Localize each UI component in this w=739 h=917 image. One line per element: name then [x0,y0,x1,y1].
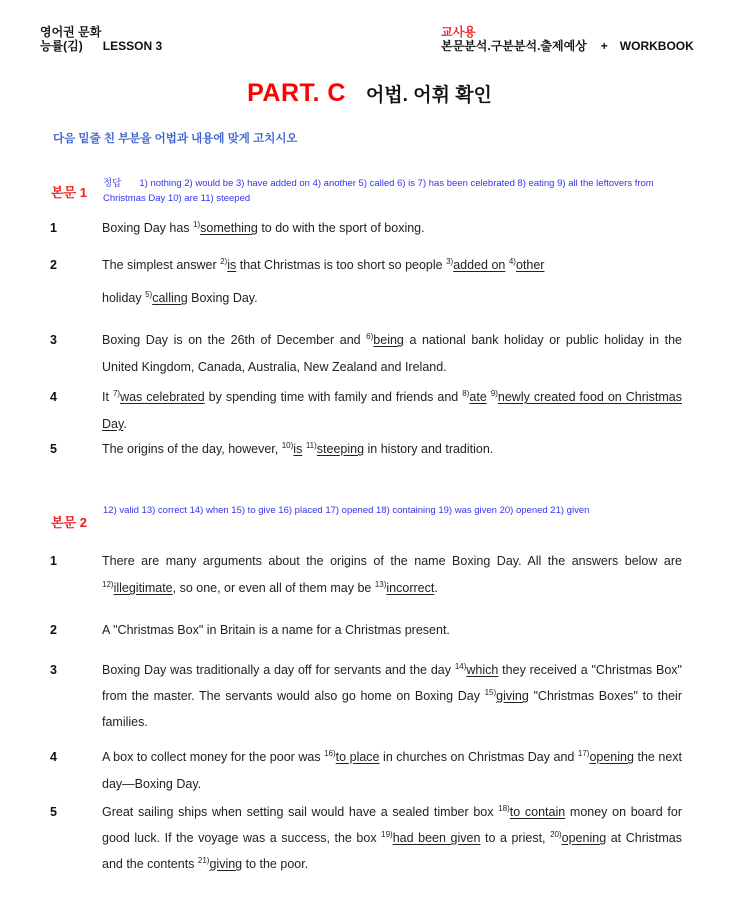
section-label-1: 본문 1 [51,185,87,200]
blank-number: 20) [550,830,562,839]
text-fragment: money on board for good luck. If the voyage was a success, the box [102,805,682,845]
text-fragment: in churches on Christmas Day and [379,750,578,764]
answer-key-2 [103,503,683,518]
text-fragment: to do with the sport of boxing. [257,221,425,235]
blank-number: 9) [490,389,498,398]
underlined-phrase: steeping [316,442,365,456]
text-fragment: . [123,417,127,431]
underlined-phrase: newly created food on Christmas Day [102,390,683,431]
blank-number: 3) [446,257,454,266]
blank-number: 17) [577,749,590,758]
blank-number: 5) [145,290,153,299]
blank-number: 4) [508,257,516,266]
header-left [40,25,162,53]
underlined-phrase: calling [152,291,188,305]
underlined-phrase: illegitimate [113,581,173,595]
text-fragment: "Christmas Boxes" to their families. [102,689,682,729]
text-fragment: they received a "Christmas Box" from the master. The servants would also go home on Boxing Day [102,663,682,703]
blank-number: 18) [498,804,510,813]
publisher-lesson [40,39,162,53]
row-number: 2 [50,623,57,637]
teacher-edition-label: 교사용 [441,25,476,39]
blank-number: 1) [193,220,201,229]
blank-number: 7) [112,389,121,398]
blank-number: 16) [324,749,336,758]
text-fragment: to the poor. [242,857,309,871]
publisher: 능률(김) [40,39,83,53]
underlined-phrase: added on [453,258,506,272]
sentence-text [102,219,682,237]
text-fragment: The simplest answer [102,258,221,272]
underlined-phrase: other [515,258,545,272]
blank-number: 10) [281,441,294,450]
underlined-phrase: opening [561,831,607,845]
sentence-text [102,289,682,307]
text-fragment: , so one, or even all of them may be [172,581,375,595]
underlined-phrase: something [200,221,258,235]
sentence-text [102,256,682,274]
plus-sign: + [600,39,608,53]
underlined-phrase: is [227,258,237,272]
text-fragment: The origins of the day, however, [102,442,282,456]
sentence-text [102,384,682,438]
row-number: 1 [50,221,57,235]
text-fragment: at Christmas and the contents [102,831,682,871]
blank-number: 11) [305,441,317,450]
sentence-text [102,744,682,798]
blank-number: 14) [454,662,467,671]
sentence-text [102,799,682,877]
text-fragment: It [102,390,113,404]
row-number: 2 [50,258,57,272]
underlined-phrase: opening [589,750,634,764]
text-fragment: that Christmas is too short so people [236,258,447,272]
underlined-phrase: was celebrated [120,390,205,404]
row-number: 1 [50,554,57,568]
blank-number: 12) [102,580,114,589]
text-fragment: Boxing Day has [102,221,194,235]
row-number: 5 [50,442,57,456]
text-fragment: Boxing Day. [187,291,258,305]
row-number: 4 [50,750,57,764]
blank-number: 15) [484,688,497,697]
text-fragment: Boxing Day is on the 26th of December and [102,333,367,347]
underlined-phrase: is [293,442,303,456]
text-fragment: There are many arguments about the origins of the name Boxing Day. All the answers below are [102,554,682,568]
instruction-text: 다음 밑줄 친 부분을 어법과 내용에 맞게 고치시오 [53,133,298,145]
workbook-label: WORKBOOK [619,39,694,53]
underlined-phrase: giving [496,689,529,703]
underlined-phrase: which [466,663,499,677]
answer-key-1 [103,176,683,206]
text-fragment: by spending time with family and friends and [204,390,463,404]
text-fragment: to a priest, [480,831,551,845]
page-title [0,79,739,108]
text-fragment: . [434,581,438,595]
underlined-phrase: ate [469,390,487,404]
underlined-phrase: to place [335,750,380,764]
text-fragment: in history and tradition. [364,442,494,456]
blank-number: 21) [197,856,210,865]
analysis-label: 본문분석.구분분석.출제예상 [441,39,587,53]
row-number: 3 [50,333,57,347]
text-fragment: A box to collect money for the poor was [102,750,325,764]
sentence-text [102,327,682,381]
underlined-phrase: incorrect [386,581,435,595]
blank-number: 6) [366,332,374,341]
answer-key-text: 1) nothing 2) would be 3) have added on 4) another 5) called 6) is 7) has been celebrated 8) eating 9) all the leftovers from Christmas Day 10) are 11) steeped [103,178,654,204]
row-number: 3 [50,663,57,677]
blank-number: 2) [220,257,228,266]
part-subtitle: 어법. 어휘 확인 [365,85,492,106]
text-fragment: holiday [102,291,146,305]
blank-number: 19) [381,830,393,839]
blank-number: 8) [462,389,470,398]
answer-key-text: 12) valid 13) correct 14) when 15) to give 16) placed 17) opened 18) containing 19) was given 20) opened 21) given [103,505,590,516]
sentence-text [102,548,682,602]
row-number: 5 [50,805,57,819]
text-fragment: Great sailing ships when setting sail would have a sealed timber box [102,805,499,819]
text-fragment: Boxing Day was traditionally a day off for servants and the day [102,663,455,677]
text-fragment: A "Christmas Box" in Britain is a name for a Christmas present. [102,623,450,637]
sentence-text [102,657,682,735]
underlined-phrase: being [373,333,404,347]
underlined-phrase: to contain [509,805,566,819]
edition-description [441,39,694,53]
row-number: 4 [50,390,57,404]
header-right [441,25,694,53]
answer-key-prefix: 정답 [103,178,122,189]
underlined-phrase: giving [209,857,243,871]
lesson-label: LESSON 3 [102,39,163,53]
text-fragment: a national bank holiday or public holiday in the United Kingdom, Canada, Australia, New Zealand and Ireland. [102,333,682,374]
underlined-phrase: had been given [392,831,481,845]
course-title: 영어권 문화 [40,25,102,39]
text-fragment: the next day—Boxing Day. [102,750,683,791]
part-label: PART. C [247,79,346,107]
blank-number: 13) [374,580,387,589]
section-label-2: 본문 2 [51,515,87,530]
sentence-text [102,621,682,639]
sentence-text [102,440,682,458]
